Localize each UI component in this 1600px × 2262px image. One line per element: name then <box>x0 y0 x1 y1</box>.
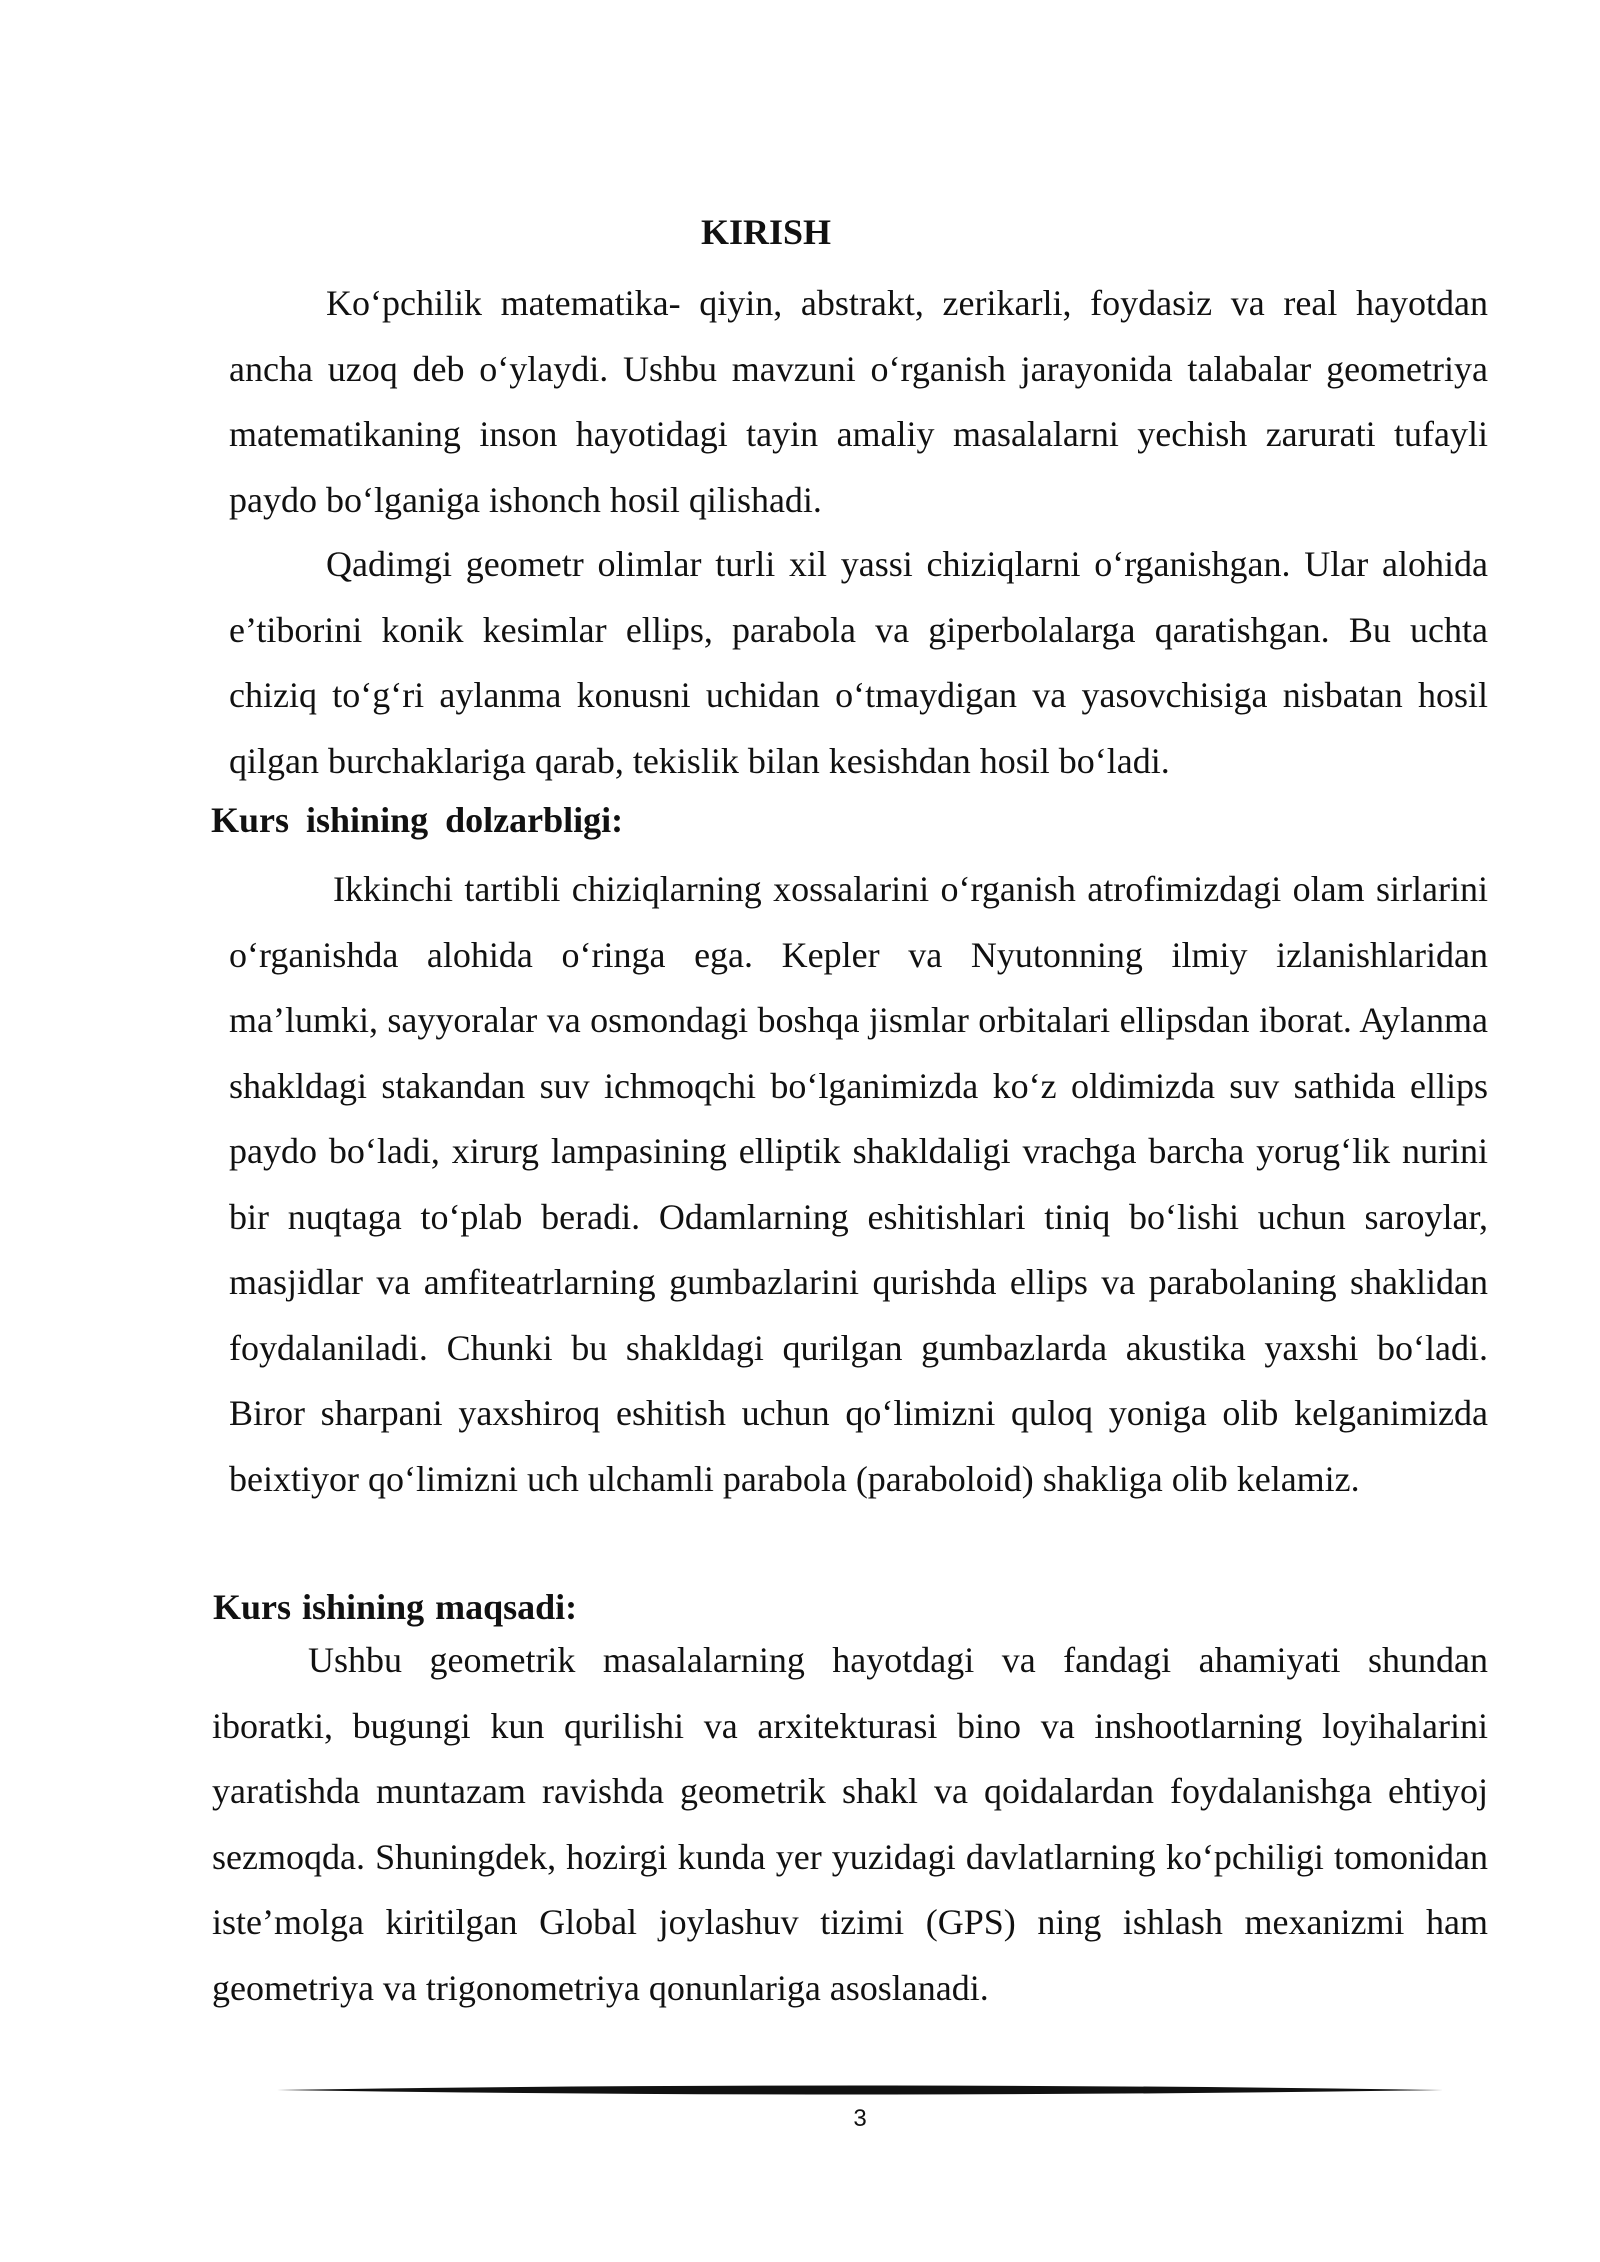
section-text-dolzarbligi: Ikkinchi tartibli chiziqlarning xossalarini o‘rganish atrofimizdagi olam sirlarini o‘rganishda alohida o‘ringa ega. Kepler va Nyutonning ilmiy izlanishlaridan ma’lumki, sayyoralar va osmondagi boshqa jismlar orbitalari ellipsdan iborat. Aylanma shakldagi stakandan suv ichmoqchi bo‘lganimizda ko‘z oldimizda suv sathida ellips paydo bo‘ladi, xirurg lampasining elliptik shakldaligi vrachga barcha yorug‘lik nurini bir nuqtaga to‘plab beradi. Odamlarning eshitishlari tiniq bo‘lishi uchun saroylar, masjidlar va amfiteatrlarning gumbazlarini qurishda ellips va parabolaning shaklidan foydalaniladi. Chunki bu shakldagi qurilgan gumbazlarda akustika yaxshi bo‘ladi. Biror sharpani yaxshiroq eshitish uchun qo‘limizni quloq yoniga olib kelganimizda beixtiyor qo‘limizni uch ulchamli parabola (paraboloid) shakliga olib kelamiz. <box>229 869 1488 1499</box>
page-title: KIRISH <box>700 212 832 252</box>
page-number: 3 <box>853 2105 867 2132</box>
section-text-maqsadi: Ushbu geometrik masalalarning hayotdagi va fandagi ahamiyati shundan iboratki, bugungi kun qurilishi va arxitekturasi bino va inshootlarning loyihalarini yaratishda muntazam ravishda geometrik shakl va qoidalardan foydalanishga ehtiyoj sezmoqda. Shuningdek, hozirgi kunda yer yuzidagi davlatlarning ko‘pchiligi tomonidan iste’molga kiritilgan Global joylashuv tizimi (GPS) ning ishlash mexanizmi ham geometriya va trigonometriya qonunlariga asoslanadi. <box>212 1640 1488 2008</box>
section-heading-maqsadi: Kurs ishining maqsadi: <box>213 1587 578 1627</box>
intro-paragraph-1: Ko‘pchilik matematika- qiyin, abstrakt, zerikarli, foydasiz va real hayotdan ancha uzoq deb o‘ylaydi. Ushbu mavzuni o‘rganish jarayonida talabalar geometriya matematikaning inson hayotidagi tayin amaliy masalalarni yechish zarurati tufayli paydo bo‘lganiga ishonch hosil qilishadi. <box>229 283 1488 520</box>
footer-divider <box>277 2083 1443 2097</box>
intro-paragraph-2: Qadimgi geometr olimlar turli xil yassi chiziqlarni o‘rganishgan. Ular alohida e’tiborini konik kesimlar ellips, parabola va giperbolalarga qaratishgan. Bu uchta chiziq to‘g‘ri aylanma konusni uchidan o‘tmaydigan va yasovchisiga nisbatan hosil qilgan burchaklariga qarab, tekislik bilan kesishdan hosil bo‘ladi. <box>229 544 1488 781</box>
section-heading-dolzarbligi: Kurs ishining dolzarbligi: <box>211 800 624 840</box>
